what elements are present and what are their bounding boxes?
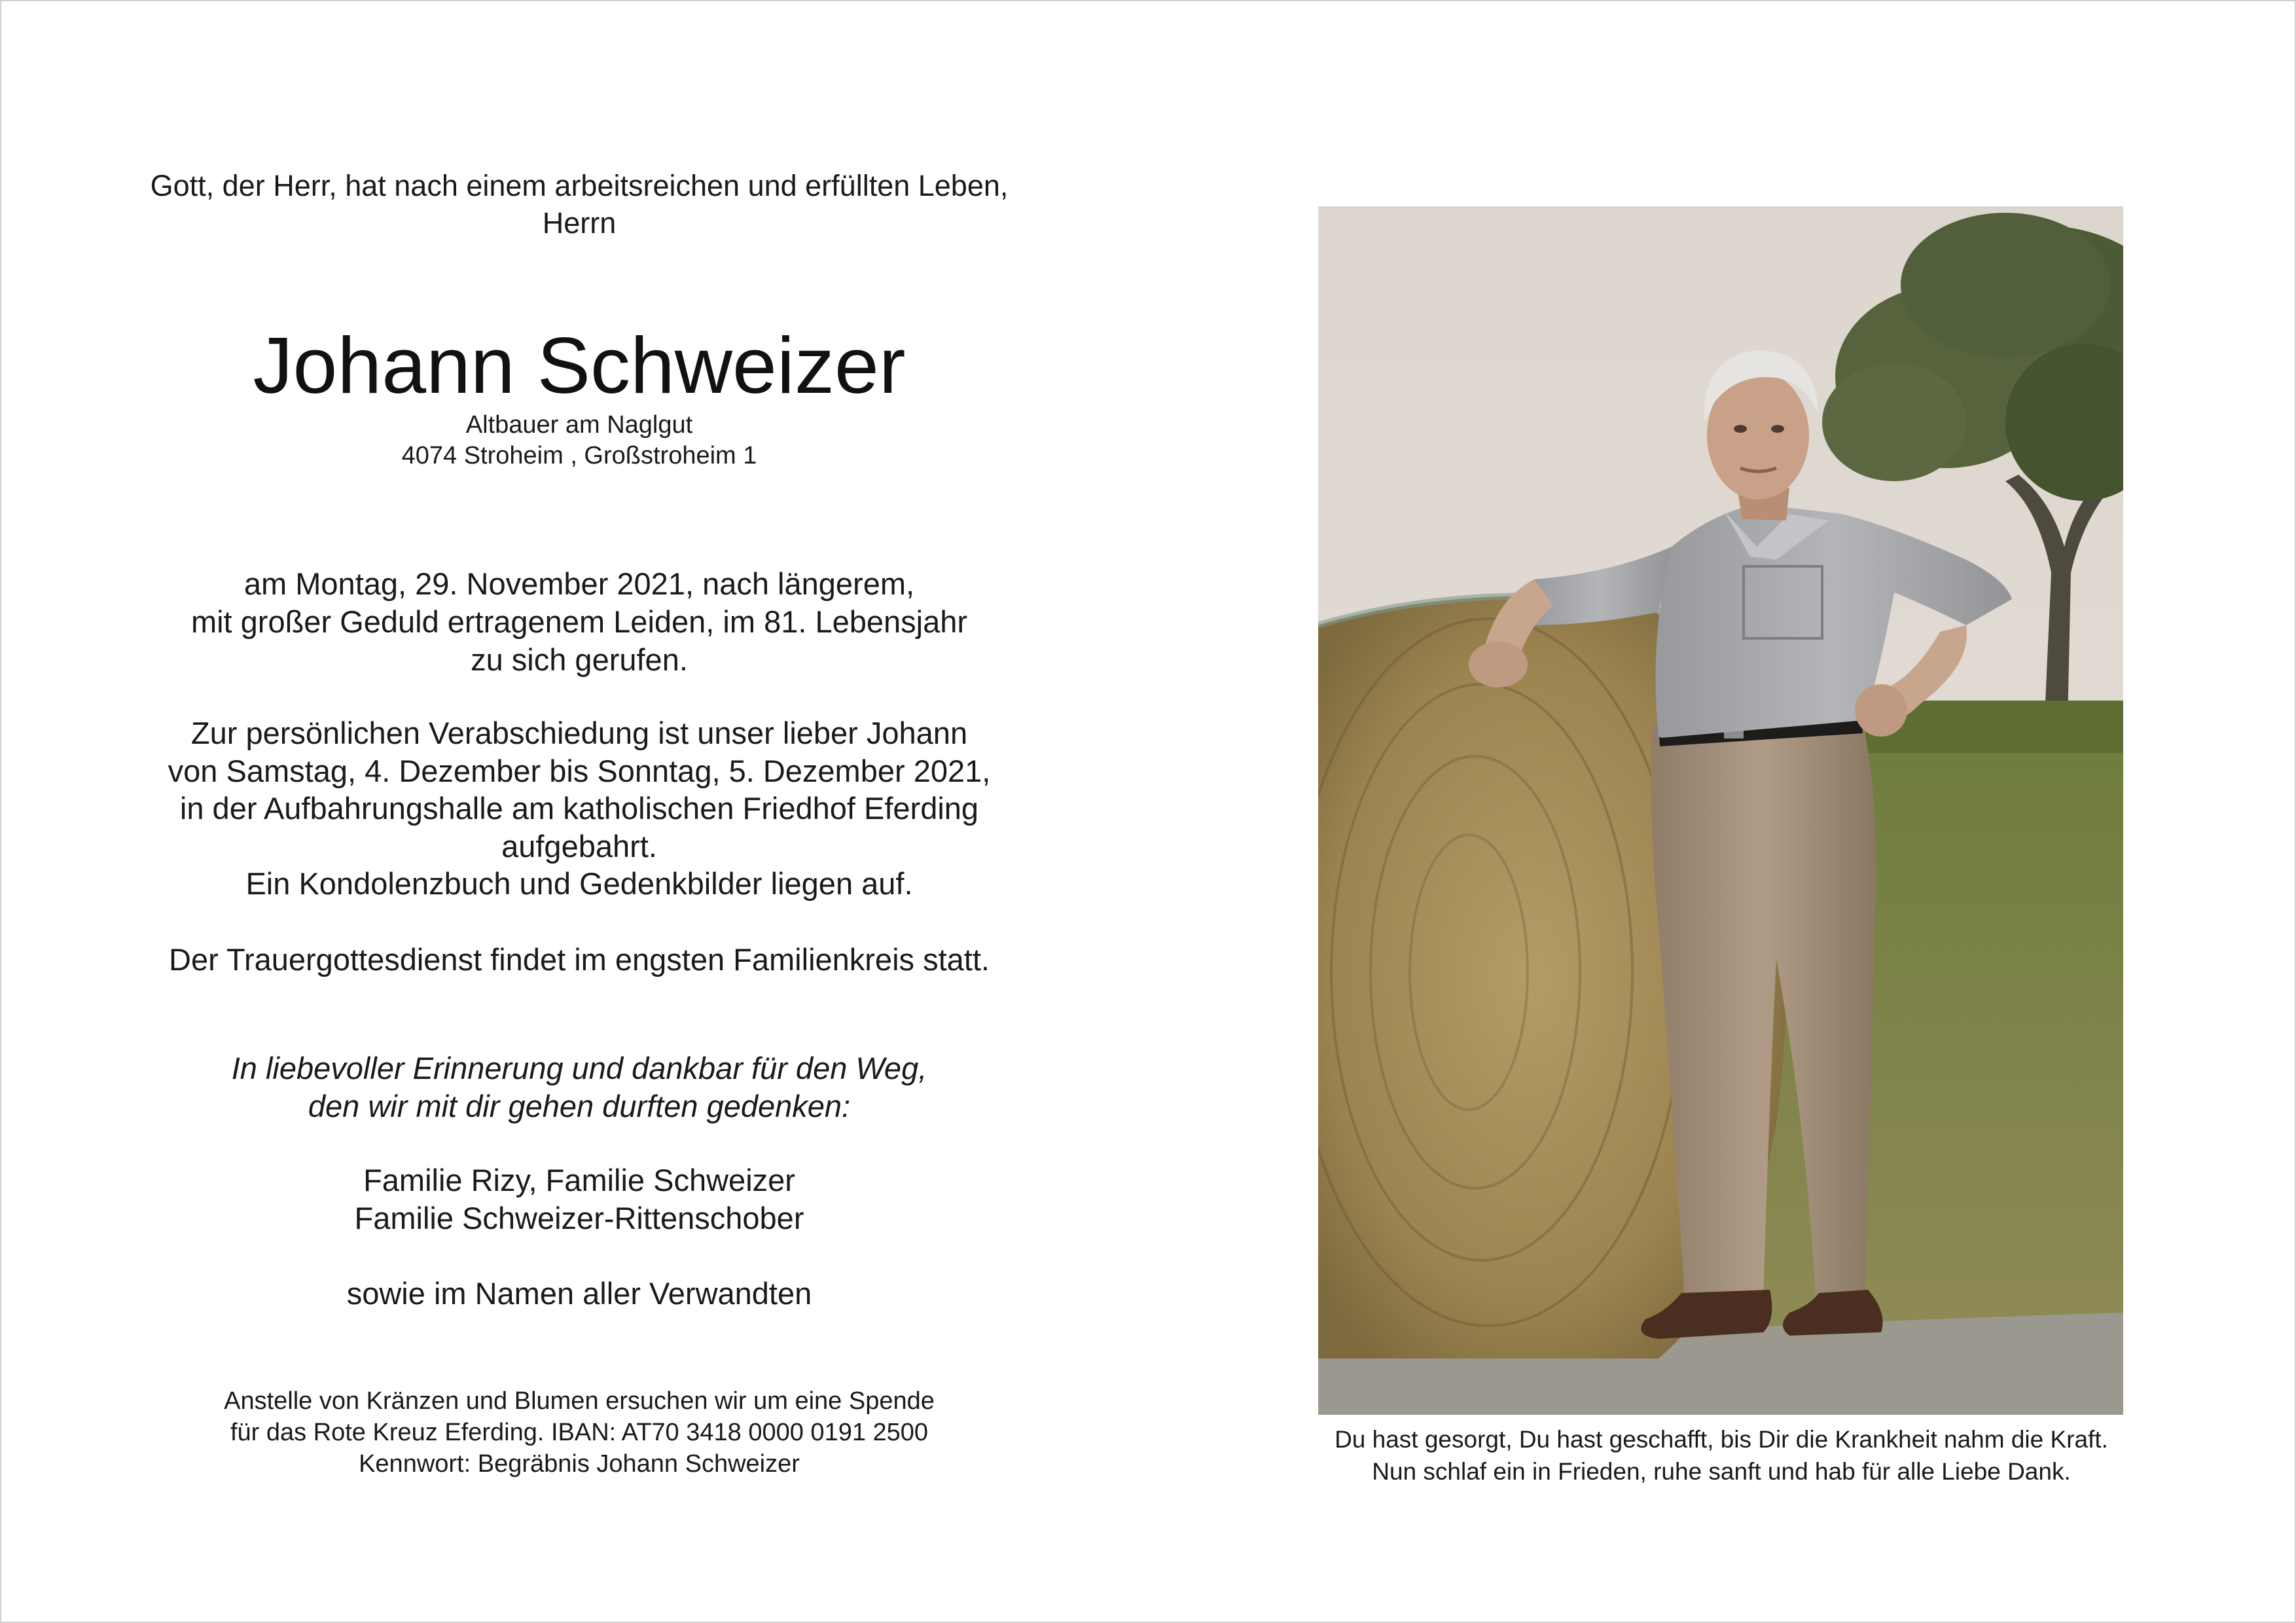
memory-line: In liebevoller Erinnerung und dankbar für den Weg, xyxy=(231,1051,927,1085)
families-text xyxy=(72,1161,1086,1237)
viewing-line: in der Aufbahrungshalle am katholischen Friedhof Eferding xyxy=(179,791,979,826)
viewing-line: Ein Kondolenzbuch und Gedenkbilder liegen auf. xyxy=(245,866,913,901)
relatives-text: sowie im Namen aller Verwandten xyxy=(346,1276,812,1311)
deceased-details xyxy=(72,410,1086,471)
viewing-line: aufgebahrt. xyxy=(501,828,657,864)
intro-line: Gott, der Herr, hat nach einem arbeitsreichen und erfüllten Leben, xyxy=(150,169,1009,202)
viewing-line: von Samstag, 4. Dezember bis Sonntag, 5. Dezember 2021, xyxy=(168,753,991,788)
memory-text xyxy=(72,1049,1086,1125)
intro-line: Herrn xyxy=(542,206,617,240)
deceased-name: Johann Schweizer xyxy=(253,321,906,410)
passing-line: am Montag, 29. November 2021, nach längerem, xyxy=(243,566,915,601)
deceased-address: 4074 Stroheim , Großstroheim 1 xyxy=(401,442,757,469)
donation-text xyxy=(72,1385,1086,1480)
family-line: Familie Schweizer-Rittenschober xyxy=(354,1201,804,1235)
family-line: Familie Rizy, Familie Schweizer xyxy=(363,1163,795,1197)
donation-line: Kennwort: Begräbnis Johann Schweizer xyxy=(359,1450,800,1478)
viewing-text xyxy=(72,714,1086,903)
passing-line: mit großer Geduld ertragenem Leiden, im 81. Lebensjahr xyxy=(190,604,968,639)
memory-line: den wir mit dir gehen durften gedenken: xyxy=(308,1089,851,1123)
portrait-photo xyxy=(1318,206,2123,1415)
photo-caption xyxy=(1244,1423,2199,1487)
caption-line: Du hast gesorgt, Du hast geschafft, bis Dir die Krankheit nahm die Kraft. xyxy=(1335,1426,2108,1453)
caption-line: Nun schlaf ein in Frieden, ruhe sanft und hab für alle Liebe Dank. xyxy=(1372,1458,2071,1485)
passing-text xyxy=(72,565,1086,679)
intro-text xyxy=(72,167,1086,242)
service-text: Der Trauergottesdienst findet im engsten Familienkreis statt. xyxy=(169,942,990,977)
viewing-line: Zur persönlichen Verabschiedung ist unser lieber Johann xyxy=(190,716,968,750)
donation-line: Anstelle von Kränzen und Blumen ersuchen wir um eine Spende xyxy=(224,1387,935,1415)
passing-line: zu sich gerufen. xyxy=(471,642,688,677)
deceased-title: Altbauer am Naglgut xyxy=(465,411,693,439)
donation-line: für das Rote Kreuz Eferding. IBAN: AT70 3418 0000 0191 2500 xyxy=(230,1419,929,1446)
